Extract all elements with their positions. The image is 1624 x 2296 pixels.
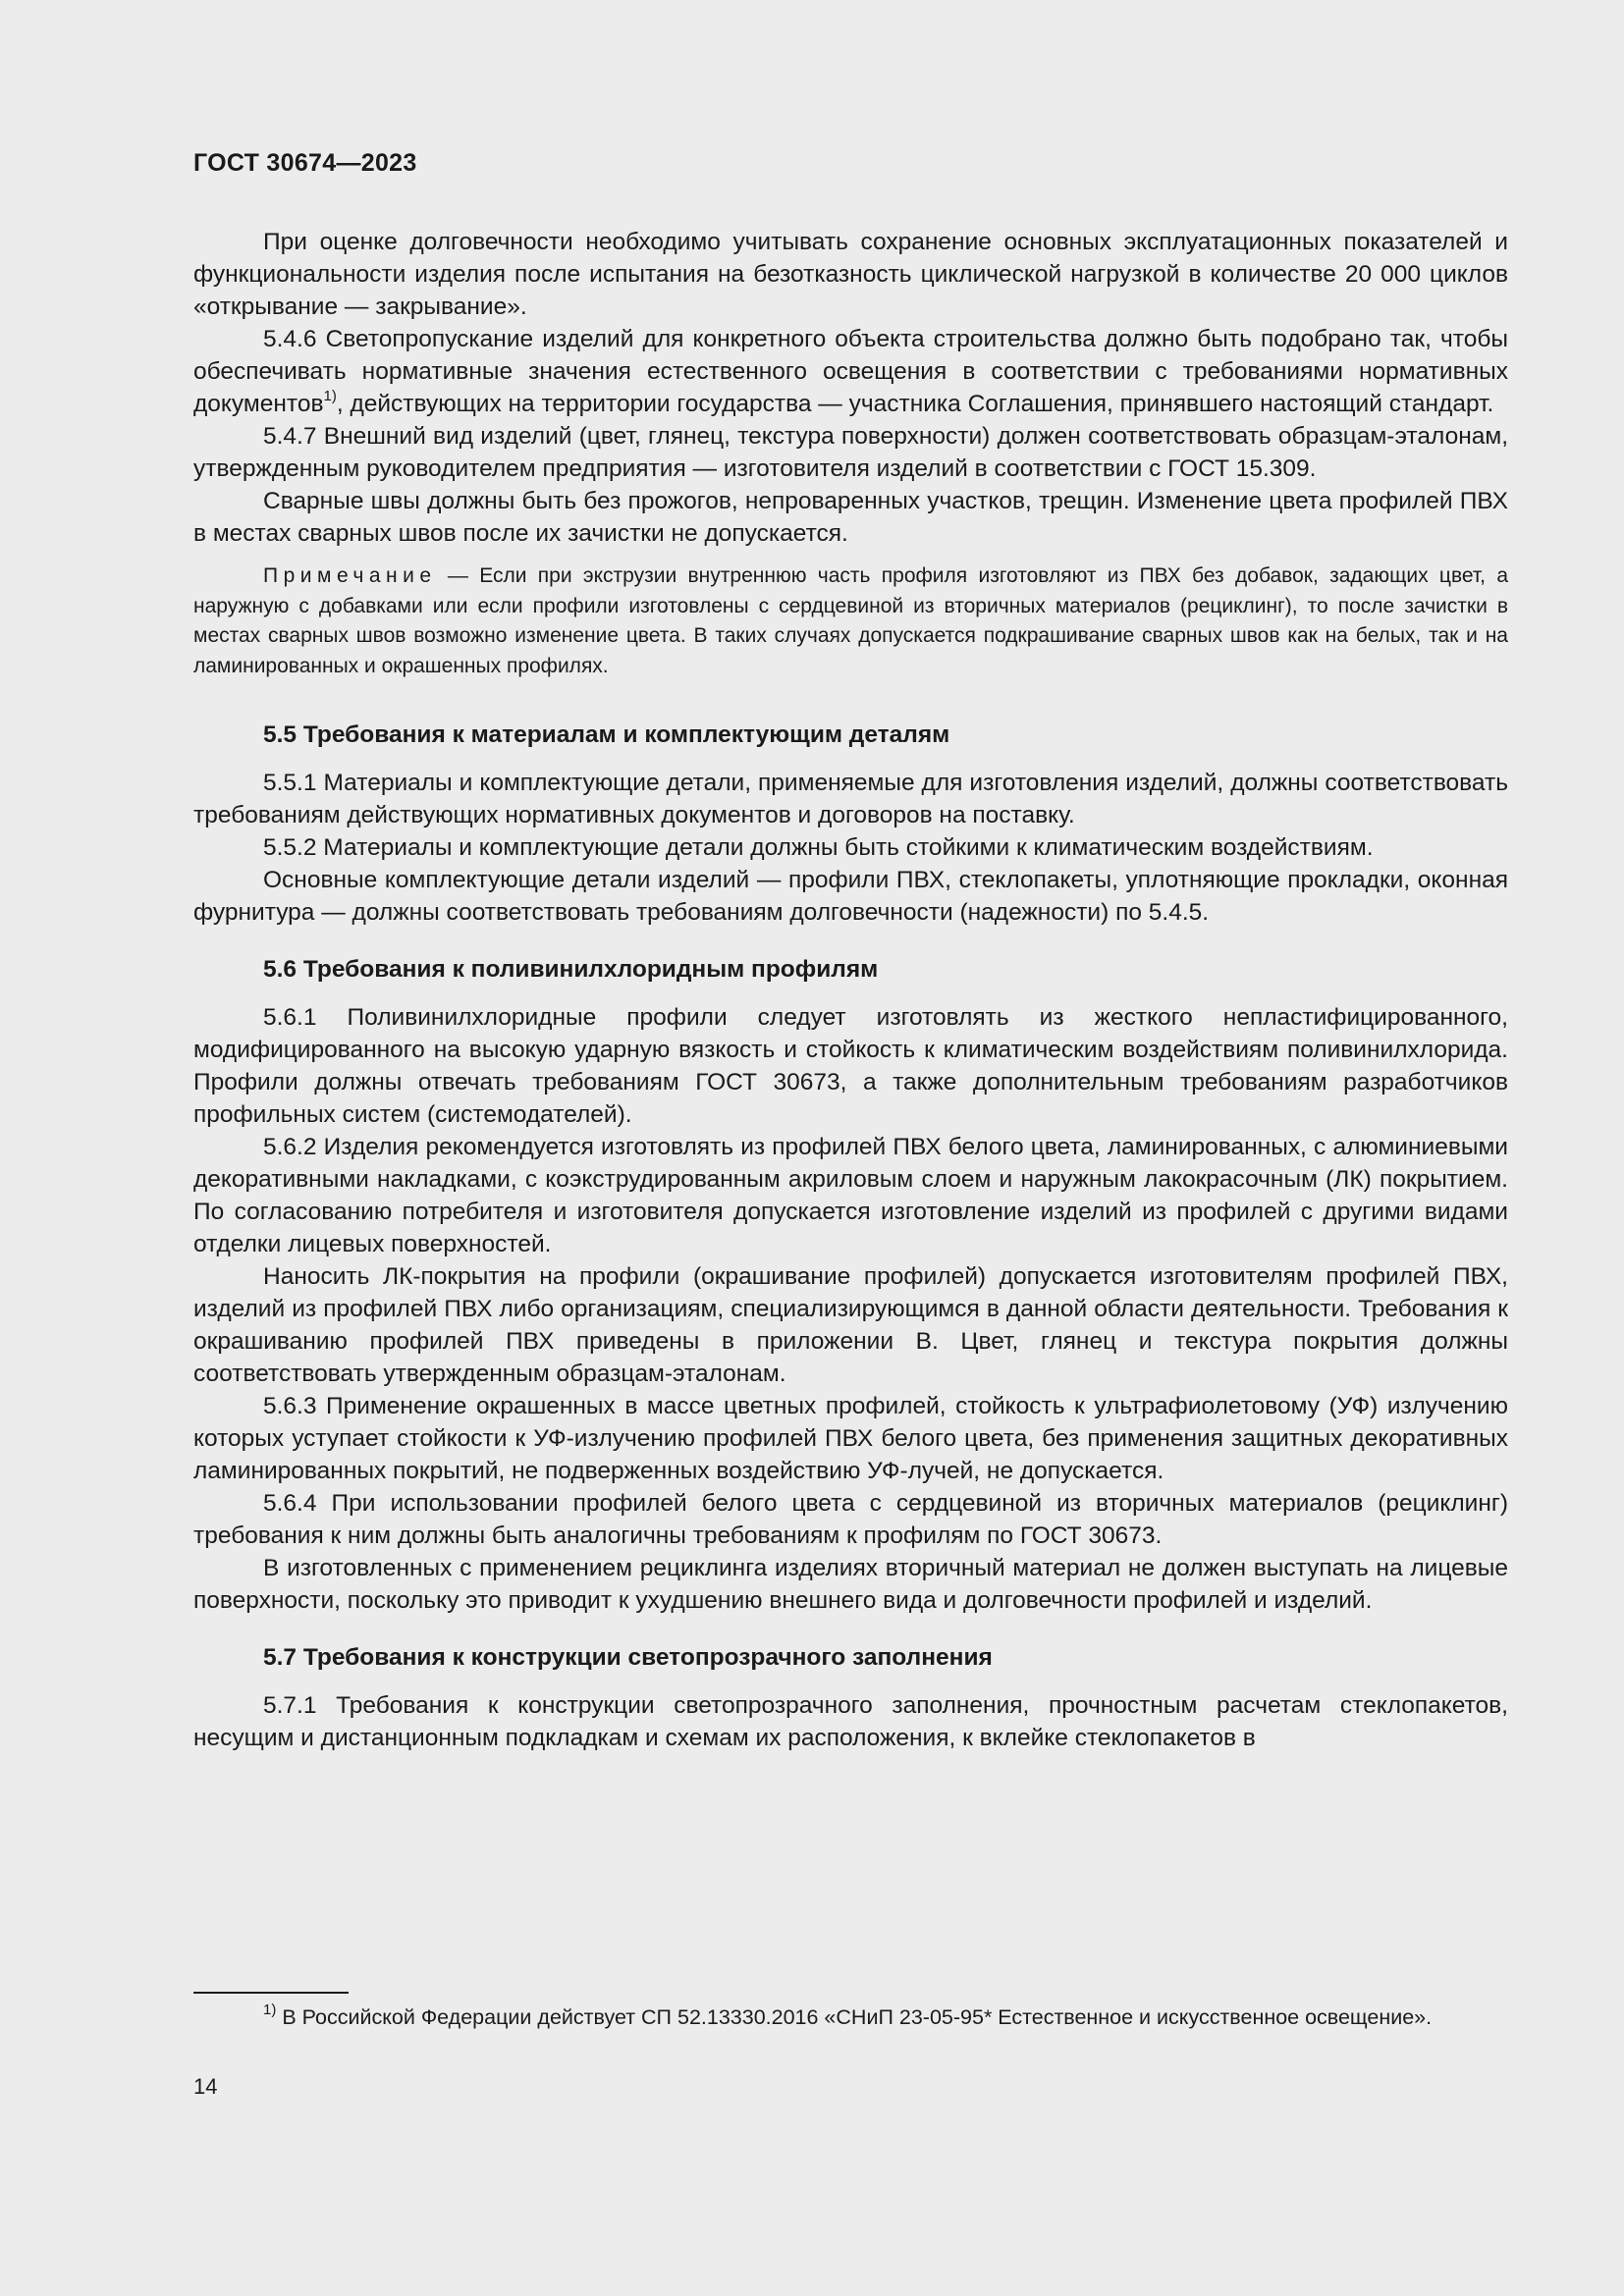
paragraph-5-4-6-tail: , действующих на территории государства — участника Соглашения, принявшего настоящий стандарт. — [336, 391, 1494, 417]
footnote-divider — [193, 1992, 349, 1994]
section-heading-5-6: 5.6 Требования к поливинилхлоридным профилям — [263, 956, 879, 983]
document-body — [193, 226, 1508, 1754]
note-label: Примечание — [263, 564, 437, 587]
paragraph-welds: Сварные швы должны быть без прожогов, непроваренных участков, трещин. Изменение цвета профилей ПВХ в местах сварных швов после их зачистки не допускается. — [193, 488, 1508, 547]
paragraph-5-6-2-coating: Наносить ЛК-покрытия на профили (окрашивание профилей) допускается изготовителям профилей ПВХ, изделий из профилей ПВХ либо организациям, специализирующимся в данной области деятельности. Требования к окрашиванию профилей ПВХ приведены в приложении В. Цвет, глянец и текстура покрытия должны соответствовать утвержденным образцам-эталонам. — [193, 1263, 1508, 1387]
paragraph-5-4-6 — [193, 323, 1508, 420]
paragraph-5-6-1: 5.6.1 Поливинилхлоридные профили следует изготовлять из жесткого непластифицированного, модифицированного на высокую ударную вязкость и стойкость к климатическим воздействиям поливинилхлорида. Профили должны отвечать требованиям ГОСТ 30673, а также дополнительным требованиям разработчиков профильных систем (системодателей). — [193, 1004, 1508, 1128]
paragraph-5-6-4: 5.6.4 При использовании профилей белого цвета с сердцевиной из вторичных материалов (рециклинг) требования к ним должны быть аналогичны требованиям к профилям по ГОСТ 30673. — [193, 1490, 1508, 1549]
footnote-text: В Российской Федерации действует СП 52.13330.2016 «СНиП 23-05-95* Естественное и искусственное освещение». — [276, 2005, 1433, 2029]
paragraph-5-4-6-text: 5.4.6 Светопропускание изделий для конкретного объекта строительства должно быть подобрано так, чтобы обеспечивать нормативные значения естественного освещения в соответствии с требованиями нормативных документов — [193, 326, 1508, 417]
page-number: 14 — [193, 2074, 218, 2099]
paragraph-5-4-7: 5.4.7 Внешний вид изделий (цвет, глянец, текстура поверхности) должен соответствовать образцам-эталонам, утвержденным руководителем предприятия — изготовителя изделий в соответствии с ГОСТ 15.309. — [193, 423, 1508, 482]
section-heading-5-7: 5.7 Требования к конструкции светопрозрачного заполнения — [263, 1644, 993, 1671]
paragraph-5-7-1: 5.7.1 Требования к конструкции светопрозрачного заполнения, прочностным расчетам стеклопакетов, несущим и дистанционным подкладкам и схемам их расположения, к вклейке стеклопакетов в — [193, 1692, 1508, 1751]
paragraph-5-5-2-components: Основные комплектующие детали изделий — профили ПВХ, стеклопакеты, уплотняющие прокладки, оконная фурнитура — должны соответствовать требованиям долговечности (надежности) по 5.4.5. — [193, 867, 1508, 926]
paragraph-5-5-1: 5.5.1 Материалы и комплектующие детали, применяемые для изготовления изделий, должны соответствовать требованиям действующих нормативных документов и договоров на поставку. — [193, 770, 1508, 828]
paragraph-5-6-3: 5.6.3 Применение окрашенных в массе цветных профилей, стойкость к ультрафиолетовому (УФ) излучению которых уступает стойкости к УФ-излучению профилей ПВХ белого цвета, без применения защитных декоративных ламинированных покрытий, не подверженных воздействию УФ-лучей, не допускается. — [193, 1393, 1508, 1484]
footnote — [193, 2002, 1508, 2033]
paragraph-5-6-4-recycling: В изготовленных с применением рециклинга изделиях вторичный материал не должен выступать на лицевые поверхности, поскольку это приводит к ухудшению внешнего вида и долговечности профилей и изделий. — [193, 1555, 1508, 1614]
note-text: — Если при экструзии внутреннюю часть профиля изготовляют из ПВХ без добавок, задающих цвет, а наружную с добавками или если профили изготовлены с сердцевиной из вторичных материалов (рециклинг), то после зачистки в местах сварных швов возможно изменение цвета. В таких случаях допускается подкрашивание сварных швов как на белых, так и на ламинированных и окрашенных профилях. — [193, 564, 1508, 677]
footnote-reference: 1) — [323, 387, 337, 404]
section-heading-5-5: 5.5 Требования к материалам и комплектующим деталям — [263, 721, 950, 748]
paragraph-5-5-2: 5.5.2 Материалы и комплектующие детали должны быть стойкими к климатическим воздействиям. — [263, 834, 1374, 861]
paragraph-durability: При оценке долговечности необходимо учитывать сохранение основных эксплуатационных показателей и функциональности изделия после испытания на безотказность циклической нагрузкой в количестве 20 000 циклов «открывание — закрывание». — [193, 229, 1508, 320]
paragraph-5-6-2: 5.6.2 Изделия рекомендуется изготовлять из профилей ПВХ белого цвета, ламинированных, с алюминиевыми декоративными накладками, с коэкструдированным акриловым слоем и наружным лакокрасочным (ЛК) покрытием. По согласованию потребителя и изготовителя допускается изготовление изделий из профилей с другими видами отделки лицевых поверхностей. — [193, 1134, 1508, 1257]
document-code-header: ГОСТ 30674—2023 — [193, 149, 417, 177]
footnote-marker: 1) — [263, 2001, 277, 2018]
note-paragraph — [193, 561, 1508, 681]
